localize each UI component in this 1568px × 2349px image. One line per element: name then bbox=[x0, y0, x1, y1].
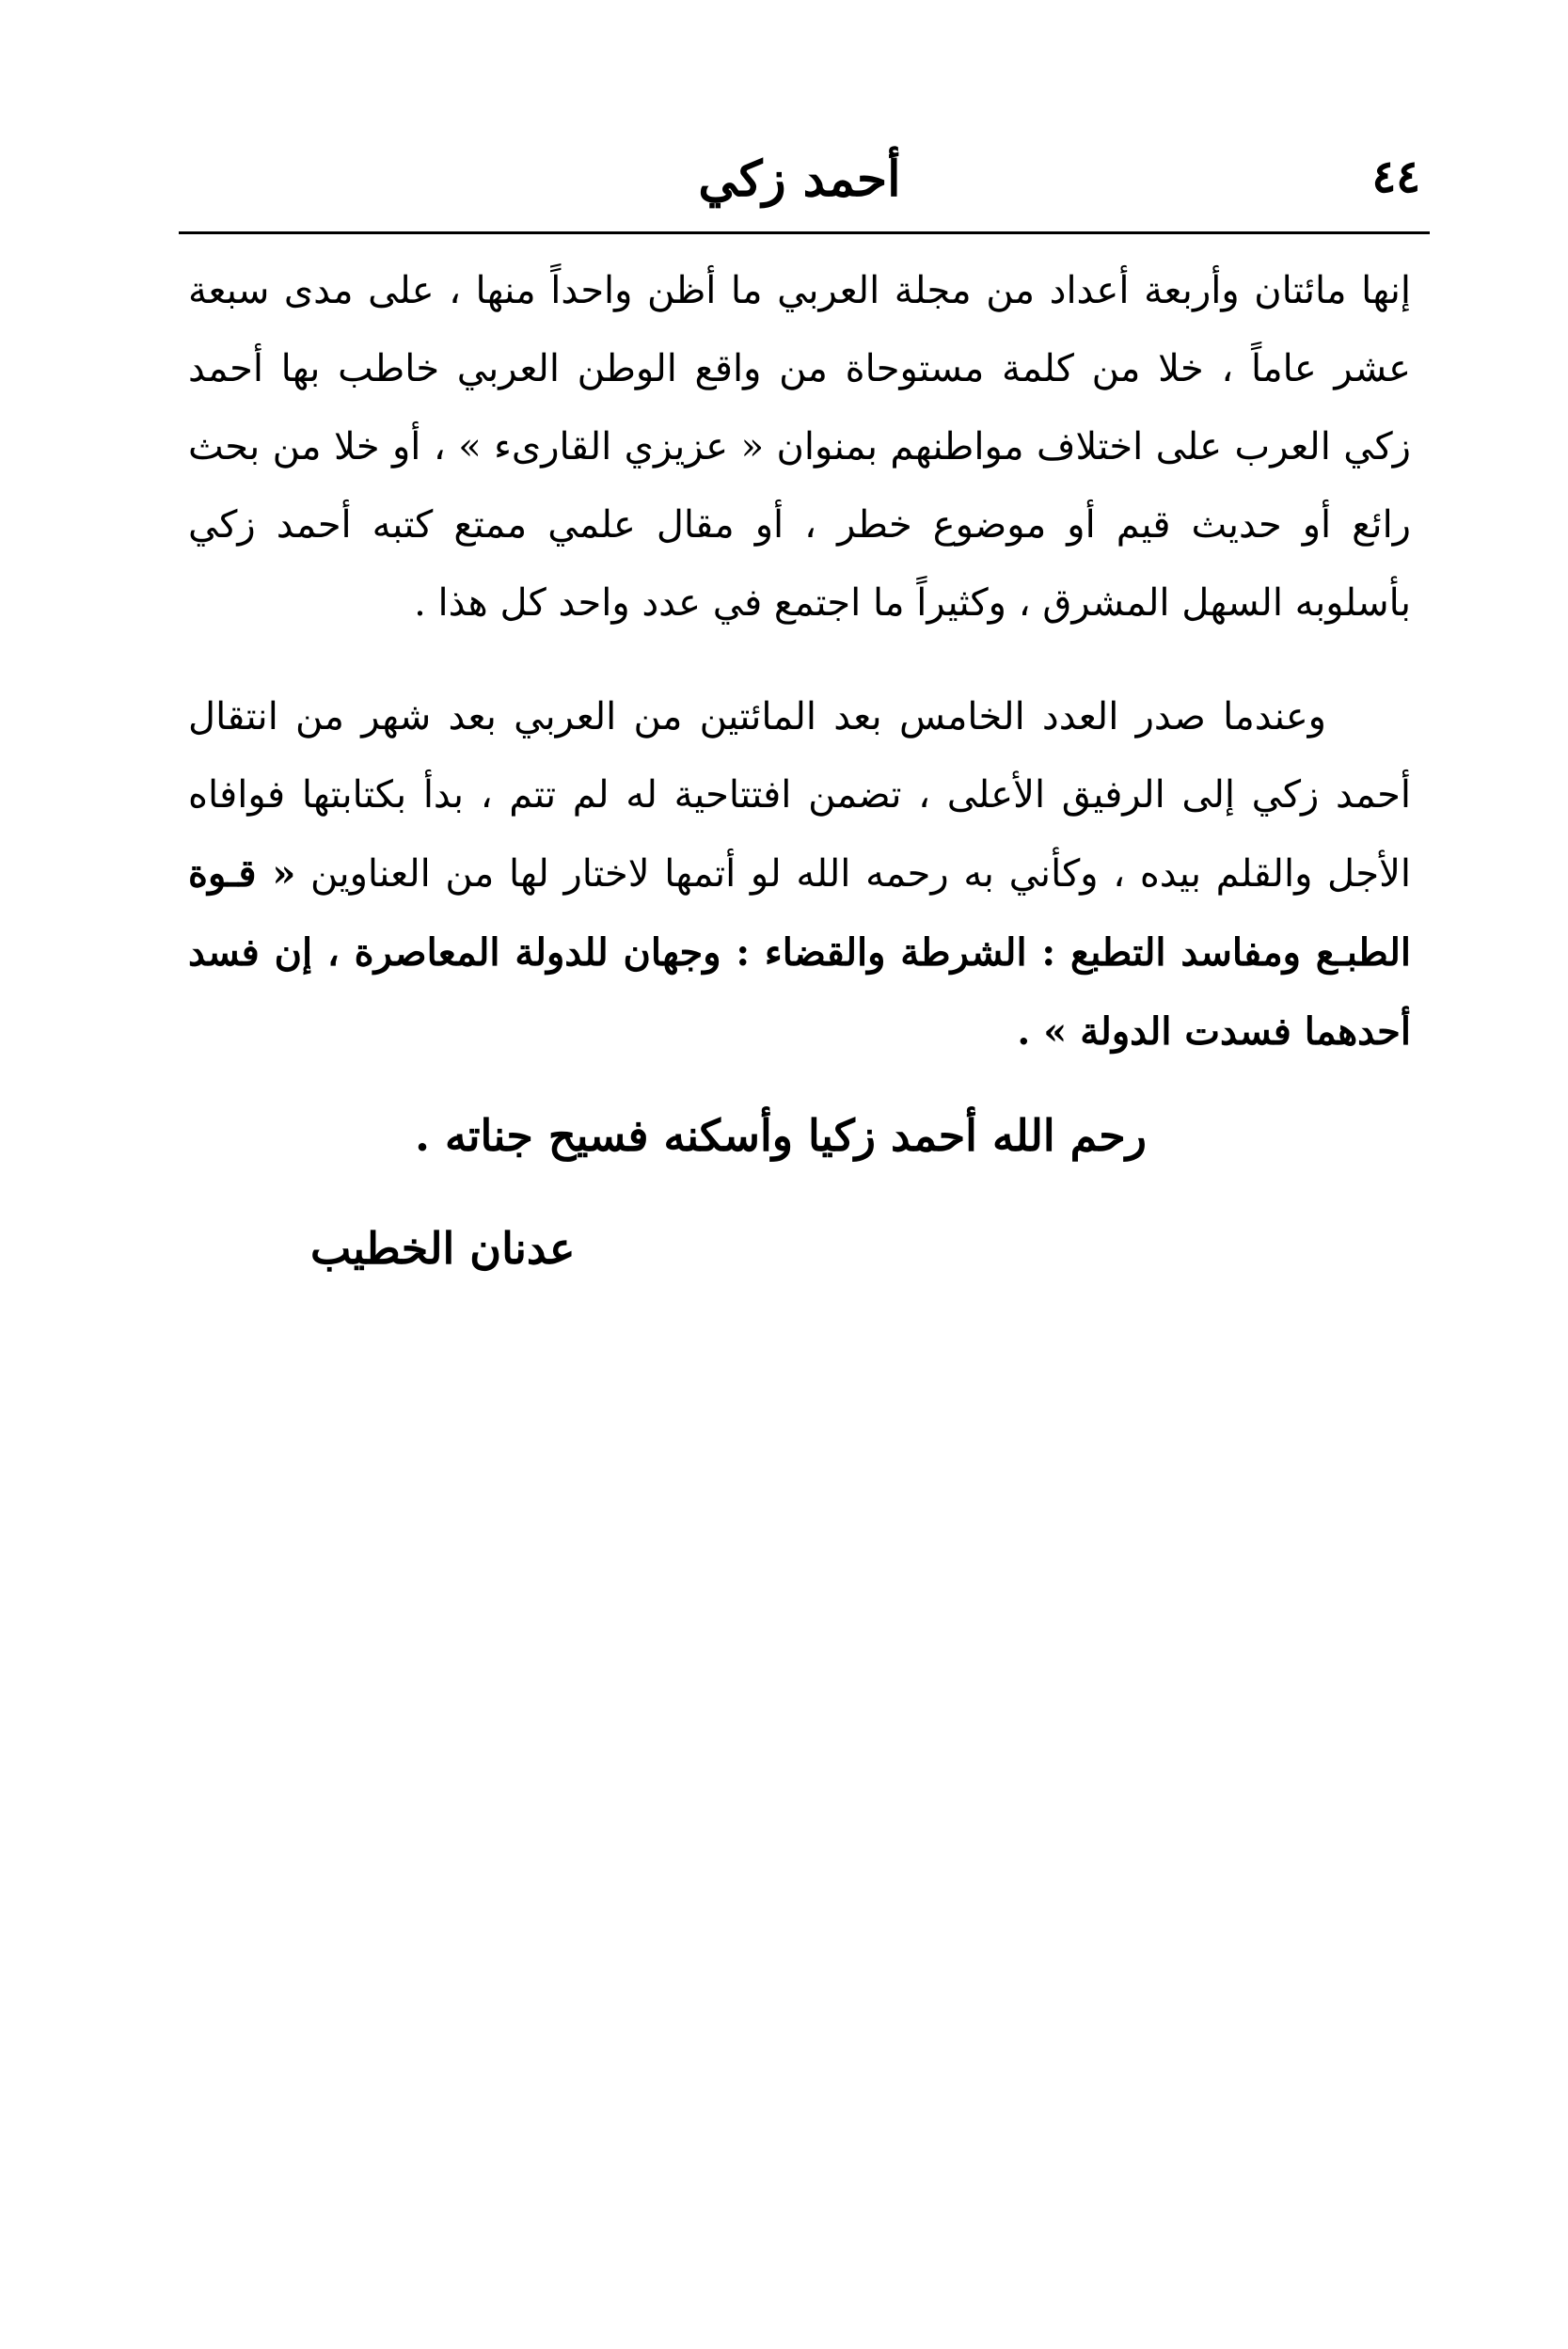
article-title-quote: « قـوة الطبـع ومفاسد التطبع : الشرطة والقضاء : وجهان للدولة المعاصرة ، إن فسد أحدهما فسدت الدولة » . bbox=[188, 851, 1411, 1054]
header-rule bbox=[179, 231, 1430, 234]
author-signature: عدنان الخطيب bbox=[310, 1223, 576, 1274]
body-text bbox=[188, 252, 1411, 1071]
running-title: أحمد زكي bbox=[698, 151, 901, 208]
running-head bbox=[179, 141, 1420, 226]
paragraph-1: إنها مائتان وأربعة أعداد من مجلة العربي ما أظن واحداً منها ، على مدى سبعة عشر عاماً ، خلا من كلمة مستوحاة من واقع الوطن العربي خاطب بها أحمد زكي العرب على اختلاف مواطنهم بمنوان « عزيزي القارىء » ، أو خلا من بحث رائع أو حديث قيم أو موضوع خطر ، أو مقال علمي ممتع كتبه أحمد زكي بأسلوبه السهل المشرق ، وكثيراً ما اجتمع في عدد واحد كل هذا . bbox=[188, 269, 1411, 625]
closing-prayer: رحم الله أحمد زكيا وأسكنه فسيح جناته . bbox=[415, 1110, 1147, 1161]
paragraph-2-intro: وعندما صدر العدد الخامس بعد المائتين من العربي بعد شهر من انتقال أحمد زكي إلى الرفيق الأعلى ، تضمن افتتاحية له لم تتم ، بدأ بكتابتها فوافاه الأجل والقلم بيده ، وكأني به رحمه الله لو أتمها لاختار لها من العناوين bbox=[188, 695, 1412, 896]
page-number: ٤٤ bbox=[1371, 151, 1420, 203]
paragraph-2 bbox=[188, 678, 1411, 1071]
